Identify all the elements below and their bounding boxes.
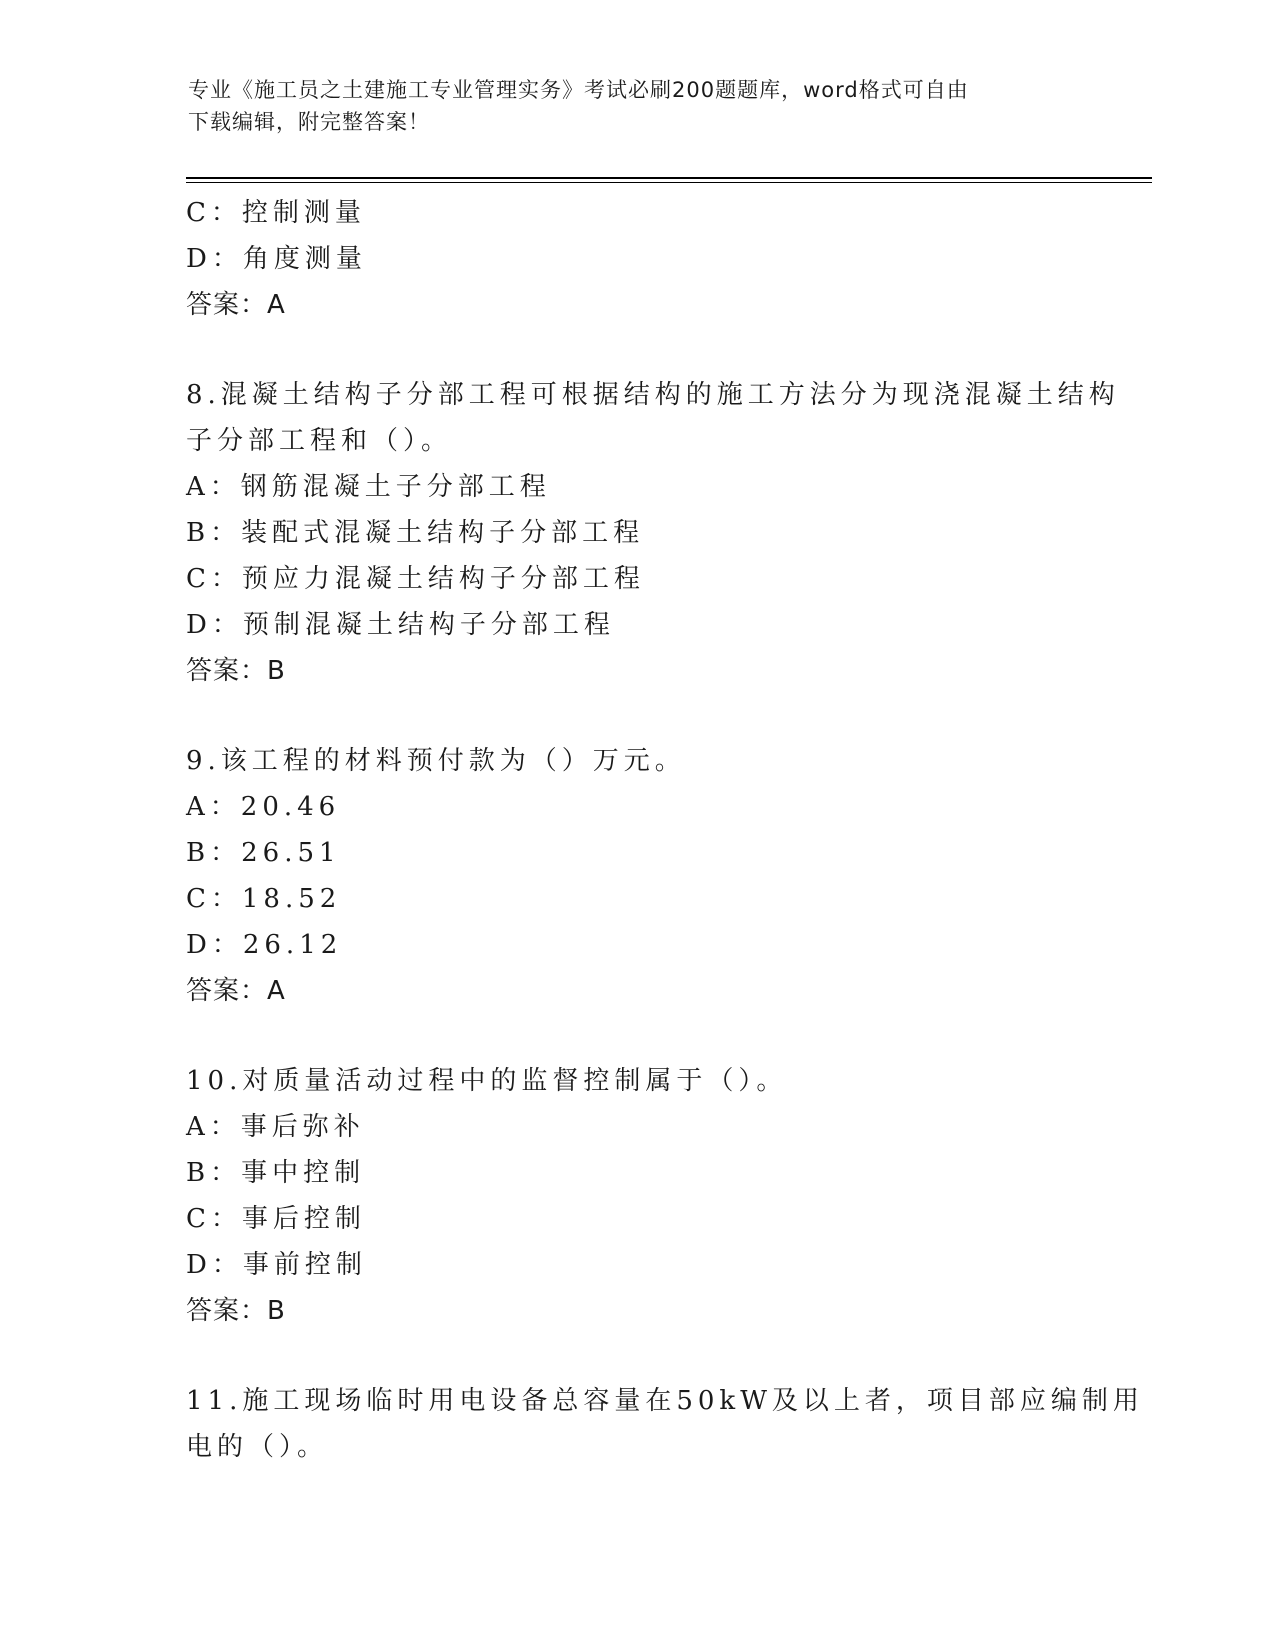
question-9 [186, 738, 1086, 1014]
question-11 [186, 1378, 1144, 1470]
option-c: C：事后控制 [186, 1204, 366, 1234]
question-7-remainder [186, 190, 1086, 328]
option-d: D：预制混凝土结构子分部工程 [186, 610, 615, 640]
page-header [188, 74, 1068, 138]
header-title-line-2: 下载编辑，附完整答案！ [188, 110, 430, 134]
option-d: D：事前控制 [186, 1250, 367, 1280]
option-c: C：18.52 [186, 884, 342, 914]
option-a: A：20.46 [186, 792, 341, 822]
question-text-line-1: 8.混凝土结构子分部工程可根据结构的施工方法分为现浇混凝土结构 [186, 380, 1120, 410]
answer-line: 答案：A [186, 290, 286, 320]
question-text-line-1: 10.对质量活动过程中的监督控制属于（）。 [186, 1066, 788, 1096]
question-10 [186, 1058, 1086, 1334]
option-a: A：事后弥补 [186, 1112, 365, 1142]
option-b: B：装配式混凝土结构子分部工程 [186, 518, 645, 548]
option-b: B：26.51 [186, 838, 341, 868]
question-text-line-1: 11.施工现场临时用电设备总容量在50kW及以上者，项目部应编制用 [186, 1386, 1144, 1416]
answer-line: 答案：B [186, 656, 286, 686]
option-d: D：26.12 [186, 930, 343, 960]
answer-line: 答案：B [186, 1296, 286, 1326]
option-c: C：预应力混凝土结构子分部工程 [186, 564, 645, 594]
option-b: B：事中控制 [186, 1158, 366, 1188]
question-text-line-2: 电的（）。 [186, 1432, 329, 1462]
header-divider-thin [186, 182, 1152, 183]
option-a: A：钢筋混凝土子分部工程 [186, 472, 551, 502]
option-d: D：角度测量 [186, 244, 367, 274]
header-divider-thick [186, 177, 1152, 179]
option-c: C：控制测量 [186, 198, 366, 228]
answer-line: 答案：A [186, 976, 286, 1006]
question-8 [186, 372, 1120, 694]
question-list [186, 190, 1144, 1470]
question-text-line-1: 9.该工程的材料预付款为（）万元。 [186, 746, 686, 776]
question-text-line-2: 子分部工程和（）。 [186, 426, 453, 456]
header-title-line-1: 专业《施工员之土建施工专业管理实务》考试必刷200题题库，word格式可自由 [188, 78, 969, 102]
